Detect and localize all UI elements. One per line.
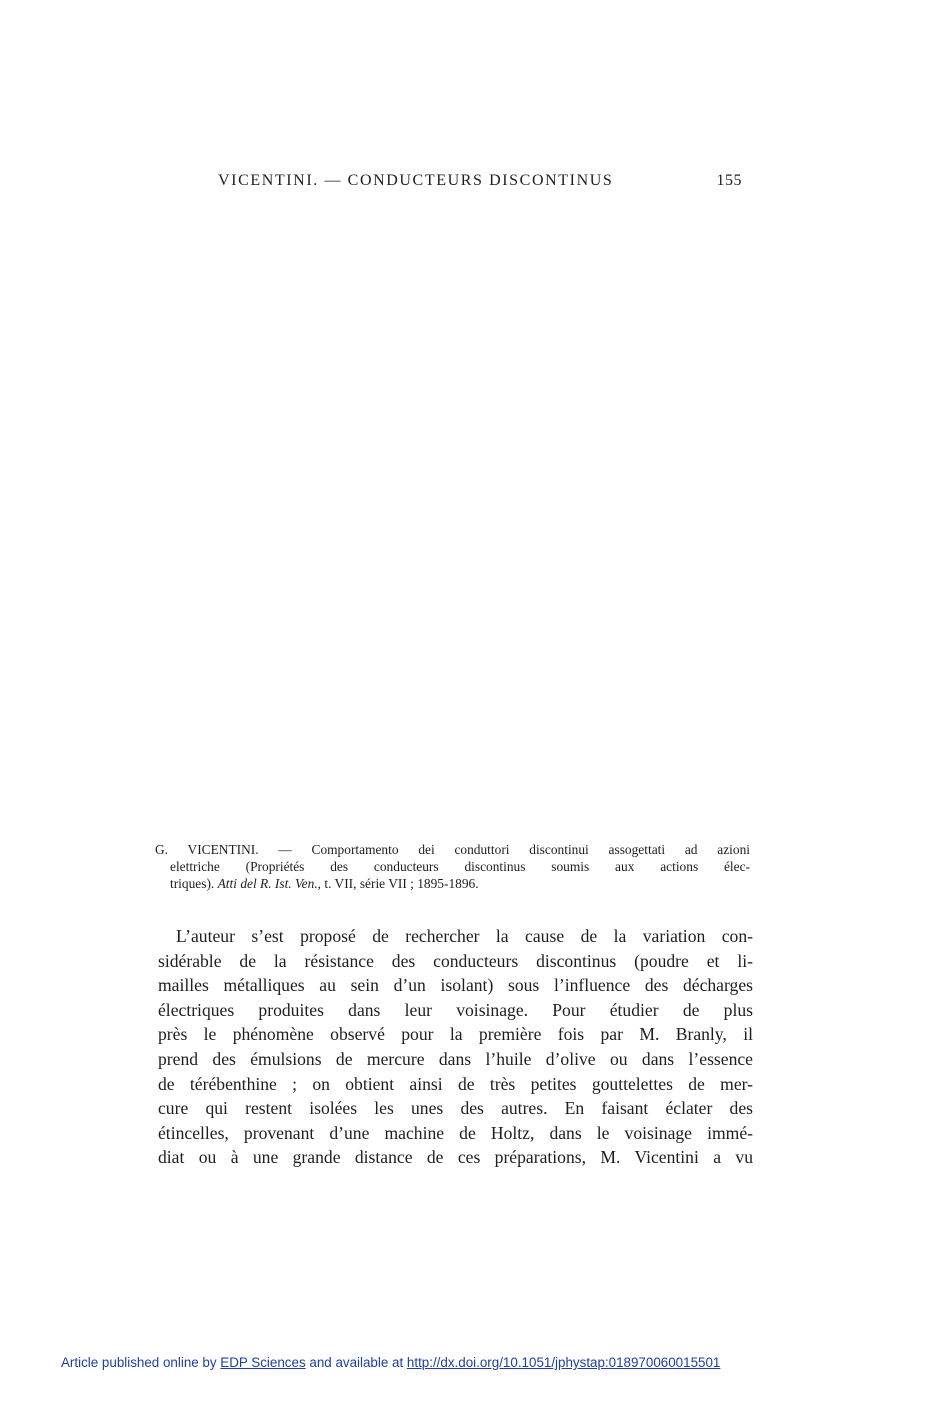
body-line-3: mailles métalliques au sein d’un isolant) sous l’influence des décharges (158, 975, 753, 996)
publication-footer (61, 1355, 720, 1370)
body-line-2: sidérable de la résistance des conducteurs discontinus (poudre et li- (158, 950, 753, 971)
body-line-5: près le phénomène observé pour la première fois par M. Branly, il (158, 1024, 753, 1045)
page-number: 155 (716, 172, 742, 189)
doi-link[interactable]: http://dx.doi.org/10.1051/jphystap:018970060015501 (406, 1355, 721, 1370)
reference-line-1: G. VICENTINI. — Comportamento dei conduttori discontinui assogettati ad azioni (155, 842, 750, 857)
body-line-9: étincelles, provenant d’une machine de Holtz, dans le voisinage immé- (158, 1122, 753, 1143)
body-line-10: diat ou à une grande distance de ces préparations, M. Vicentini a vu (158, 1147, 753, 1168)
body-paragraph (158, 924, 753, 1170)
reference-line-2: elettriche (Propriétés des conducteurs discontinus soumis aux actions élec- (170, 859, 750, 874)
body-line-7: de térébenthine ; on obtient ainsi de très petites gouttelettes de mer- (158, 1073, 753, 1094)
running-head-title: VICENTINI. — CONDUCTEURS DISCONTINUS (218, 172, 614, 189)
running-head (218, 172, 742, 192)
bibliographic-reference (155, 841, 750, 892)
body-line-8: cure qui restent isolées les unes des autres. En faisant éclater des (158, 1098, 753, 1119)
body-line-1: L’auteur s’est proposé de rechercher la cause de la variation con- (176, 926, 753, 946)
body-line-4: électriques produites dans leur voisinage. Pour étudier de plus (158, 999, 753, 1020)
footer-middle: and available at (305, 1355, 407, 1370)
footer-prefix: Article published online by (61, 1355, 221, 1370)
publisher-link[interactable]: EDP Sciences (220, 1355, 306, 1370)
reference-line-3-start: triques). (170, 876, 215, 891)
reference-line-3-end: , t. VII, série VII ; 1895-1896. (317, 876, 479, 891)
reference-line-3 (155, 875, 750, 892)
body-line-6: prend des émulsions de mercure dans l’huile d’olive ou dans l’essence (158, 1048, 753, 1069)
reference-journal: Atti del R. Ist. Ven. (217, 876, 318, 891)
